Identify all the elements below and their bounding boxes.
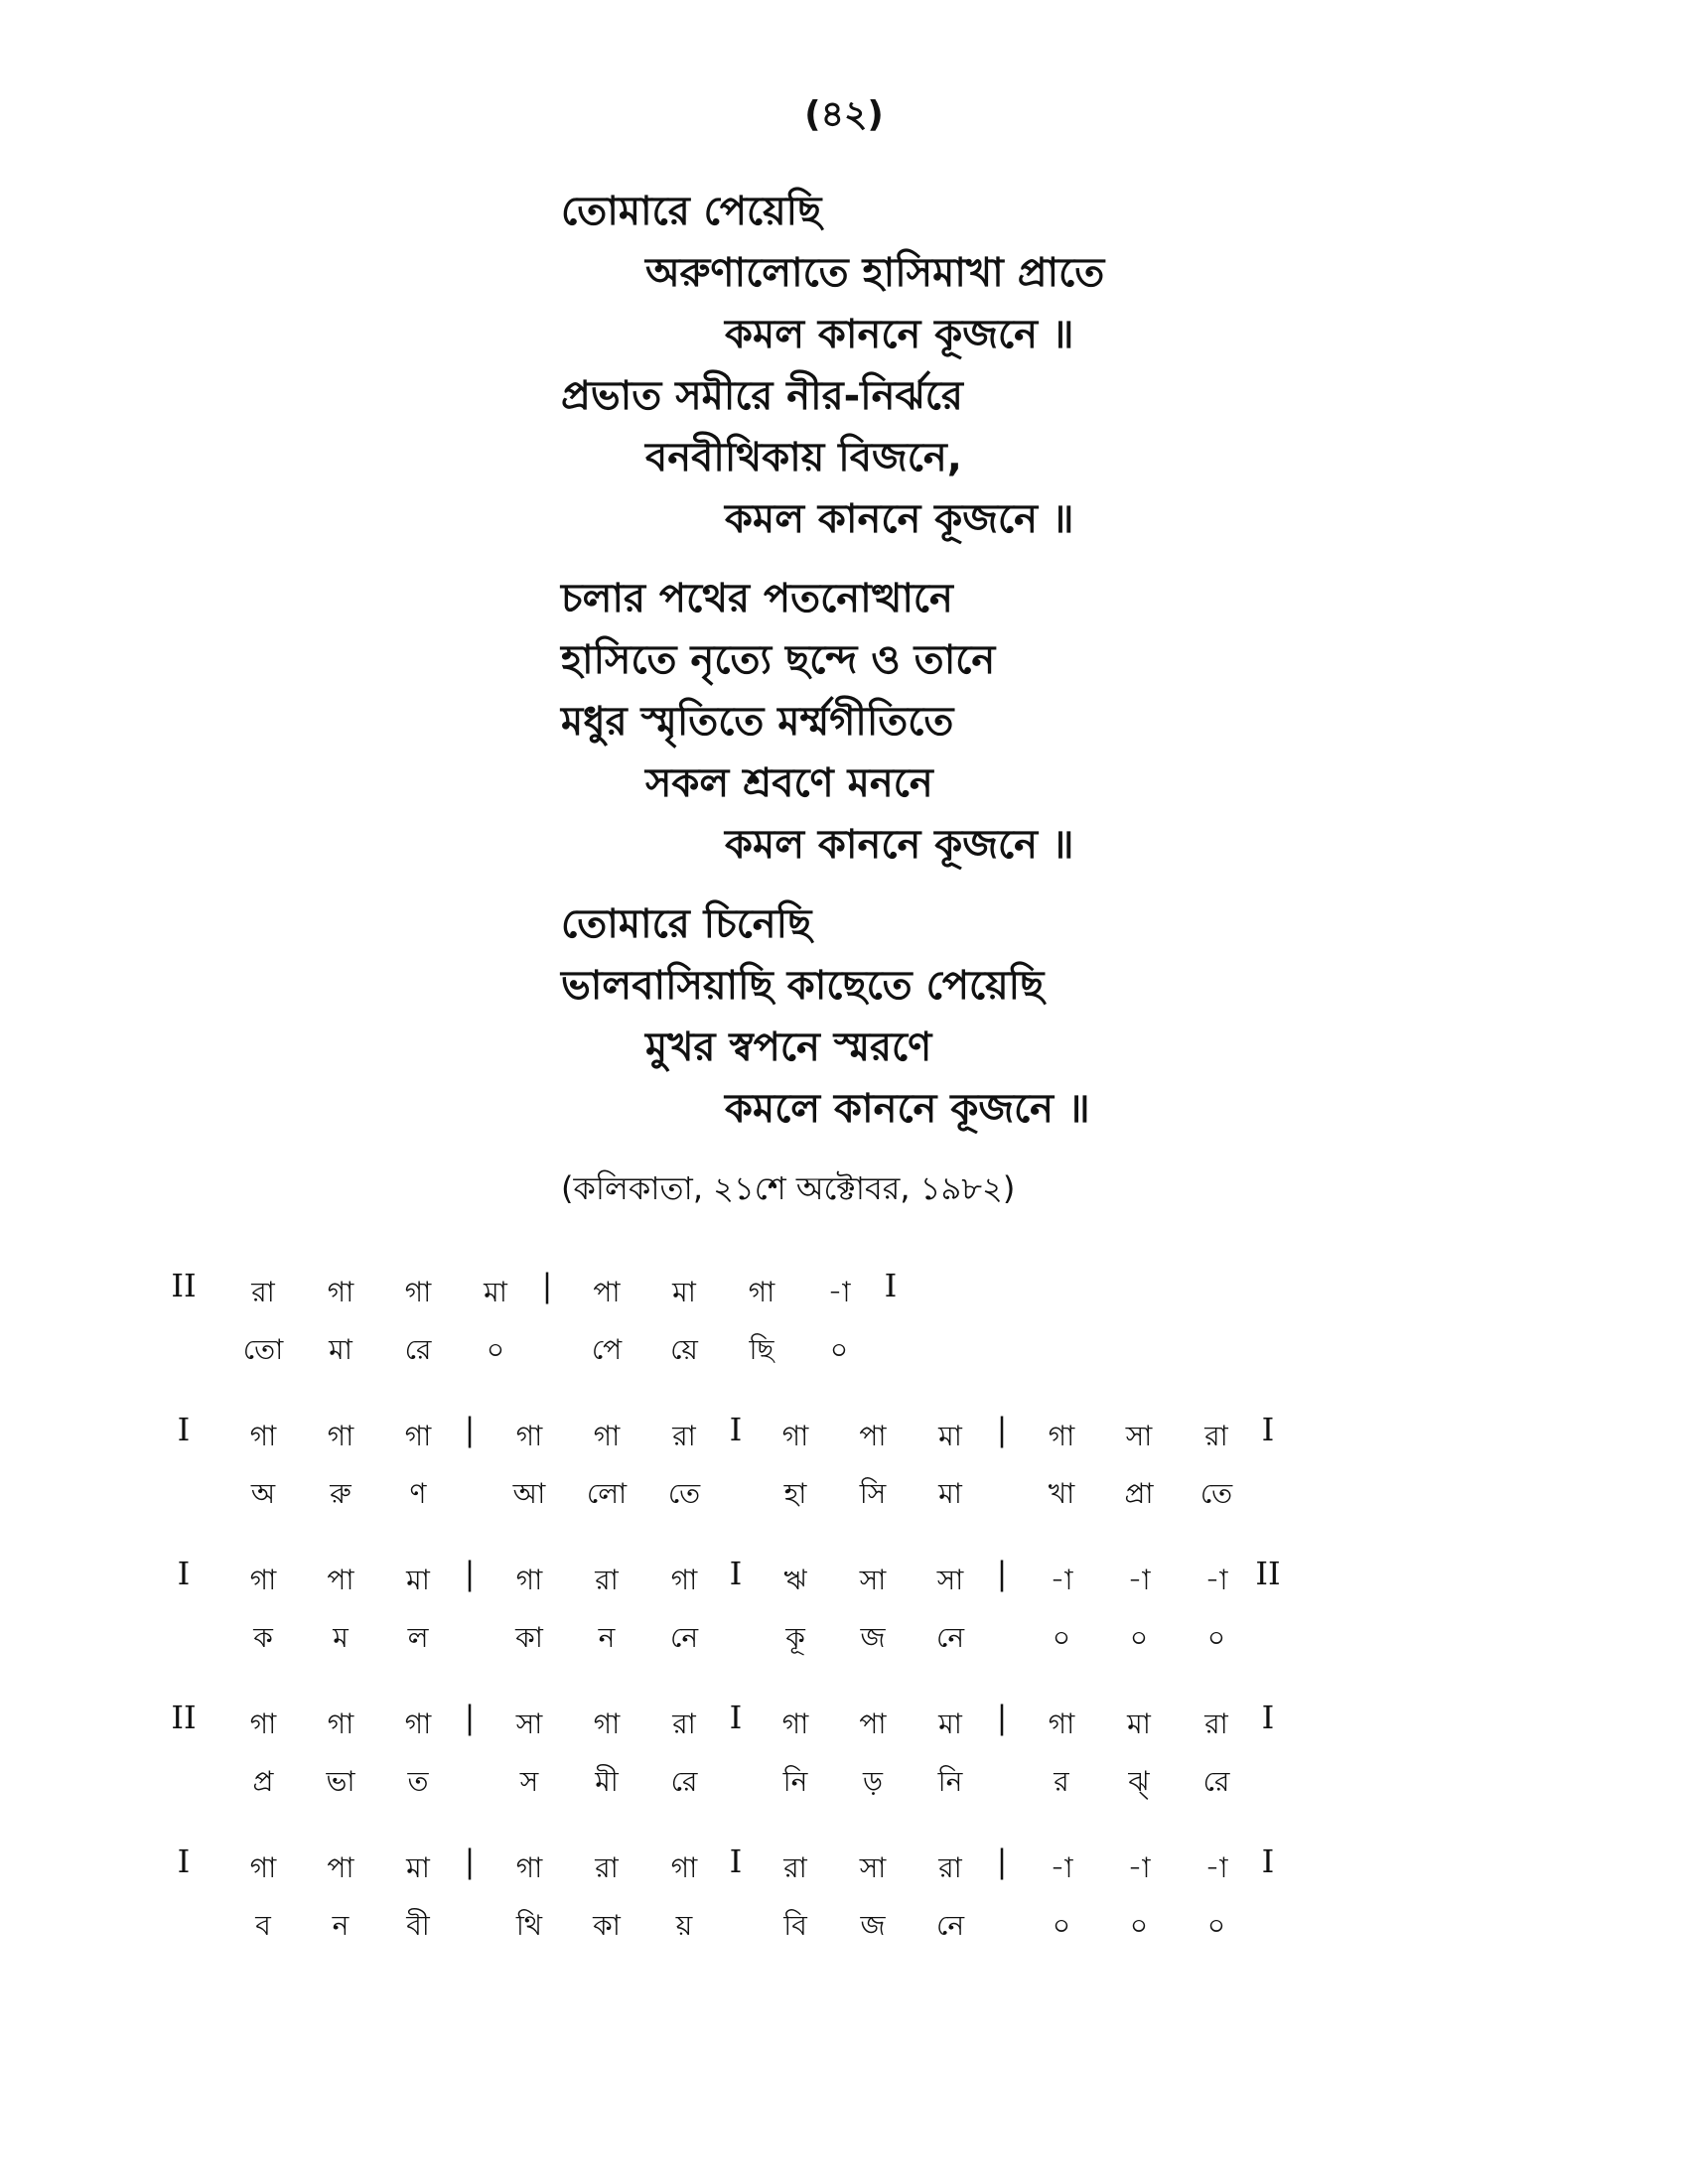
- lyric-syllable: রে: [404, 1333, 432, 1366]
- note: মা: [938, 1707, 962, 1740]
- lyric-syllable: জ: [860, 1909, 886, 1942]
- note: ঋ: [783, 1564, 807, 1596]
- note: গা: [515, 1564, 543, 1596]
- note: রা: [672, 1420, 696, 1452]
- bar-line: |: [996, 1843, 1008, 1880]
- note: মা: [406, 1851, 430, 1884]
- note: -া: [827, 1276, 851, 1308]
- lyric-syllable: ক: [253, 1621, 273, 1654]
- lyric-syllable: ত: [407, 1765, 429, 1798]
- note: মা: [406, 1564, 430, 1596]
- note: রা: [938, 1851, 962, 1884]
- bar-line: II: [171, 1699, 197, 1736]
- lyric-line: বনবীথিকায় বিজনে,: [645, 435, 962, 480]
- lyric-line: কমল কাননে কূজনে ॥: [725, 312, 1074, 357]
- lyric-line: অরুণালোতে হাসিমাখা প্রাতে: [645, 250, 1105, 296]
- lyric-line: সকল শ্রবণে মননে: [645, 760, 933, 806]
- lyric-syllable: ০: [1206, 1909, 1226, 1942]
- notation-row: [159, 1555, 1549, 1703]
- lyric-syllable: বি: [783, 1909, 807, 1942]
- lyric-syllable: রে: [1202, 1765, 1230, 1798]
- note: মা: [938, 1420, 962, 1452]
- note: গা: [249, 1564, 277, 1596]
- note: -া: [1204, 1564, 1228, 1596]
- lyric-syllable: নে: [935, 1909, 965, 1942]
- bar-line: I: [729, 1555, 743, 1592]
- bar-line: I: [729, 1411, 743, 1448]
- note: গা: [748, 1276, 775, 1308]
- bar-line: I: [177, 1555, 191, 1592]
- lyric-syllable: ০: [1052, 1621, 1071, 1654]
- bar-line: II: [171, 1267, 197, 1304]
- lyric-syllable: ০: [486, 1333, 505, 1366]
- note: -া: [1050, 1564, 1073, 1596]
- lyric-syllable: পে: [591, 1333, 623, 1366]
- note: মা: [1127, 1707, 1151, 1740]
- note: পা: [859, 1420, 887, 1452]
- note: গা: [404, 1420, 432, 1452]
- note: রা: [783, 1851, 807, 1884]
- note: রা: [1204, 1707, 1228, 1740]
- note: রা: [1204, 1420, 1228, 1452]
- lyric-syllable: ০: [1206, 1621, 1226, 1654]
- note: -া: [1204, 1851, 1228, 1884]
- note: গা: [327, 1276, 354, 1308]
- notation-row: [159, 1411, 1549, 1559]
- note: গা: [249, 1707, 277, 1740]
- note: গা: [1048, 1420, 1075, 1452]
- lyric-syllable: প্র: [252, 1765, 274, 1798]
- note: সা: [515, 1707, 543, 1740]
- lyric-line: হাসিতে নৃত্যে ছন্দে ও তানে: [561, 637, 996, 683]
- bar-line: I: [884, 1267, 898, 1304]
- lyric-syllable: ড়: [863, 1765, 883, 1798]
- lyric-syllable: কা: [515, 1621, 543, 1654]
- bar-line: |: [541, 1267, 553, 1304]
- note: মা: [672, 1276, 696, 1308]
- lyric-syllable: স: [519, 1765, 539, 1798]
- note: -া: [1127, 1851, 1151, 1884]
- note: পা: [327, 1851, 354, 1884]
- note: রা: [595, 1564, 619, 1596]
- lyric-syllable: ০: [1129, 1621, 1149, 1654]
- note: মা: [484, 1276, 507, 1308]
- lyric-syllable: সি: [859, 1477, 887, 1510]
- lyric-syllable: খা: [1048, 1477, 1075, 1510]
- lyric-syllable: থি: [515, 1909, 543, 1942]
- lyric-syllable: লো: [586, 1477, 628, 1510]
- note: গা: [515, 1851, 543, 1884]
- lyric-syllable: র: [1054, 1765, 1069, 1798]
- lyric-syllable: ঝ্: [1128, 1765, 1150, 1798]
- lyrics-block: [561, 181, 1554, 1158]
- note: গা: [249, 1851, 277, 1884]
- bar-line: |: [996, 1555, 1008, 1592]
- note: গা: [327, 1420, 354, 1452]
- lyric-syllable: ন: [332, 1909, 350, 1942]
- note: পা: [593, 1276, 621, 1308]
- bar-line: II: [1255, 1555, 1281, 1592]
- lyric-syllable: জ: [860, 1621, 886, 1654]
- lyric-syllable: ণ: [409, 1477, 427, 1510]
- lyric-syllable: নি: [937, 1765, 963, 1798]
- lyric-line: মুখর স্বপনে স্মরণে: [645, 1024, 932, 1070]
- page-number: (৪২): [804, 94, 884, 135]
- bar-line: |: [996, 1411, 1008, 1448]
- note: গা: [404, 1276, 432, 1308]
- note: পা: [327, 1564, 354, 1596]
- lyric-syllable: হা: [783, 1477, 807, 1510]
- lyric-syllable: মী: [595, 1765, 619, 1798]
- lyric-syllable: মা: [329, 1333, 352, 1366]
- note: গা: [593, 1420, 621, 1452]
- place-date-note: (কলিকাতা, ২১শে অক্টোবর, ১৯৮২): [561, 1169, 1016, 1207]
- lyric-syllable: নে: [935, 1621, 965, 1654]
- bar-line: |: [464, 1411, 476, 1448]
- lyric-syllable: য়: [675, 1909, 693, 1942]
- stanza: [561, 181, 1554, 550]
- stanza: [561, 893, 1554, 1140]
- bar-line: |: [464, 1699, 476, 1736]
- note: গা: [670, 1564, 698, 1596]
- lyric-syllable: কূ: [785, 1621, 805, 1654]
- lyric-syllable: ম: [333, 1621, 349, 1654]
- bar-line: |: [996, 1699, 1008, 1736]
- note: সা: [859, 1564, 887, 1596]
- lyric-syllable: ০: [1129, 1909, 1149, 1942]
- lyric-syllable: তে: [667, 1477, 701, 1510]
- bar-line: I: [729, 1843, 743, 1880]
- lyric-syllable: কা: [593, 1909, 621, 1942]
- note: গা: [593, 1707, 621, 1740]
- bar-line: I: [177, 1411, 191, 1448]
- bar-line: I: [1261, 1843, 1275, 1880]
- lyric-syllable: রু: [330, 1477, 352, 1510]
- note: গা: [781, 1707, 809, 1740]
- bar-line: I: [729, 1699, 743, 1736]
- lyric-syllable: মা: [938, 1477, 962, 1510]
- notation-row: [159, 1699, 1549, 1846]
- lyric-syllable: ছি: [749, 1333, 774, 1366]
- note: গা: [670, 1851, 698, 1884]
- lyric-line: চলার পথের পতনোত্থানে: [561, 576, 953, 621]
- lyric-syllable: য়ে: [670, 1333, 698, 1366]
- note: -া: [1050, 1851, 1073, 1884]
- note: রা: [595, 1851, 619, 1884]
- note: গা: [1048, 1707, 1075, 1740]
- lyric-syllable: অ: [250, 1477, 276, 1510]
- lyric-syllable: ব: [255, 1909, 271, 1942]
- notation-row: [159, 1843, 1549, 1990]
- lyric-syllable: রে: [670, 1765, 698, 1798]
- note: সা: [936, 1564, 964, 1596]
- bar-line: I: [177, 1843, 191, 1880]
- lyric-line: প্রভাত সমীরে নীর-নির্ঝরে: [561, 373, 963, 419]
- lyric-syllable: তো: [242, 1333, 284, 1366]
- lyric-syllable: প্রা: [1124, 1477, 1154, 1510]
- lyric-line: ভালবাসিয়াছি কাছেতে পেয়েছি: [561, 963, 1045, 1009]
- lyric-syllable: আ: [512, 1477, 546, 1510]
- stanza: [561, 568, 1554, 876]
- note: গা: [249, 1420, 277, 1452]
- note: গা: [327, 1707, 354, 1740]
- lyric-syllable: ল: [407, 1621, 429, 1654]
- note: -া: [1127, 1564, 1151, 1596]
- lyric-line: কমল কাননে কূজনে ॥: [725, 496, 1074, 542]
- bar-line: |: [464, 1555, 476, 1592]
- lyric-syllable: ভা: [326, 1765, 355, 1798]
- music-notation: [159, 1267, 1549, 1990]
- bar-line: I: [1261, 1411, 1275, 1448]
- lyric-syllable: ০: [1052, 1909, 1071, 1942]
- note: গা: [781, 1420, 809, 1452]
- note: সা: [859, 1851, 887, 1884]
- lyric-syllable: নে: [669, 1621, 699, 1654]
- lyric-line: তোমারে পেয়েছি: [561, 189, 822, 234]
- note: রা: [672, 1707, 696, 1740]
- lyric-syllable: ন: [598, 1621, 616, 1654]
- lyric-line: তোমারে চিনেছি: [561, 901, 812, 947]
- note: গা: [515, 1420, 543, 1452]
- lyric-syllable: ০: [829, 1333, 849, 1366]
- note: পা: [859, 1707, 887, 1740]
- lyric-line: মধুর স্মৃতিতে মর্ম্মগীতিতে: [561, 699, 954, 745]
- note: গা: [404, 1707, 432, 1740]
- bar-line: I: [1261, 1699, 1275, 1736]
- note: সা: [1125, 1420, 1153, 1452]
- notation-row: [159, 1267, 1549, 1415]
- lyric-syllable: নি: [782, 1765, 808, 1798]
- bar-line: |: [464, 1843, 476, 1880]
- note: রা: [251, 1276, 275, 1308]
- lyric-line: কমল কাননে কূজনে ॥: [725, 822, 1074, 868]
- lyric-syllable: তে: [1199, 1477, 1233, 1510]
- lyric-syllable: বী: [406, 1909, 430, 1942]
- lyric-line: কমলে কাননে কূজনে ॥: [725, 1086, 1090, 1132]
